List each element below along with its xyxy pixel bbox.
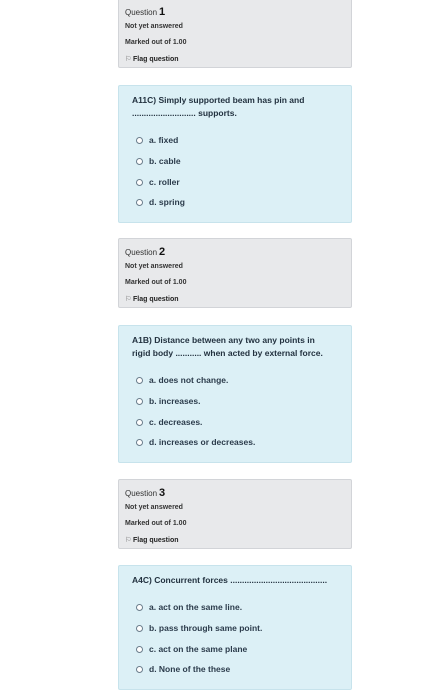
flag-icon: ⚐: [125, 56, 132, 63]
question-marks: Marked out of 1.00: [125, 39, 187, 46]
option-a[interactable]: a. does not change.: [136, 375, 228, 385]
radio-unchecked-icon[interactable]: [136, 398, 143, 405]
radio-unchecked-icon[interactable]: [136, 179, 143, 186]
flag-question-button[interactable]: ⚐ Flag question: [125, 296, 179, 303]
radio-unchecked-icon[interactable]: [136, 604, 143, 611]
question-status: Not yet answered: [125, 504, 183, 511]
option-d[interactable]: d. spring: [136, 197, 185, 207]
question-number: 3: [159, 487, 166, 499]
option-c[interactable]: c. decreases.: [136, 417, 202, 427]
question-status: Not yet answered: [125, 23, 183, 30]
option-b[interactable]: b. pass through same point.: [136, 623, 262, 633]
question-status: Not yet answered: [125, 263, 183, 270]
question-1-info: [118, 0, 352, 68]
question-label: Question 2: [125, 246, 166, 258]
radio-unchecked-icon[interactable]: [136, 439, 143, 446]
option-c[interactable]: c. act on the same plane: [136, 644, 247, 654]
question-text: A4C) Concurrent forces .........................................: [132, 575, 328, 585]
question-3-content: [118, 565, 352, 690]
question-number: 1: [159, 6, 166, 18]
option-a[interactable]: a. act on the same line.: [136, 602, 242, 612]
question-3-info: [118, 479, 352, 549]
question-text: A1B) Distance between any two any points in rigid body ........... when acted by external force.: [132, 335, 323, 358]
option-c[interactable]: c. roller: [136, 177, 180, 187]
flag-question-button[interactable]: ⚐ Flag question: [125, 537, 179, 544]
question-label: Question 1: [125, 6, 166, 18]
radio-unchecked-icon[interactable]: [136, 419, 143, 426]
option-d[interactable]: d. None of the these: [136, 664, 230, 674]
option-a[interactable]: a. fixed: [136, 135, 178, 145]
radio-unchecked-icon[interactable]: [136, 646, 143, 653]
question-2-info: [118, 238, 352, 308]
question-text: A11C) Simply supported beam has pin and ........................... supports.: [132, 95, 305, 118]
option-d[interactable]: d. increases or decreases.: [136, 437, 255, 447]
option-b[interactable]: b. increases.: [136, 396, 201, 406]
flag-icon: ⚐: [125, 296, 132, 303]
question-label: Question 3: [125, 487, 166, 499]
question-marks: Marked out of 1.00: [125, 520, 187, 527]
question-1-content: [118, 85, 352, 223]
radio-unchecked-icon[interactable]: [136, 625, 143, 632]
radio-unchecked-icon[interactable]: [136, 137, 143, 144]
question-2-content: [118, 325, 352, 463]
option-b[interactable]: b. cable: [136, 156, 181, 166]
flag-icon: ⚐: [125, 537, 132, 544]
radio-unchecked-icon[interactable]: [136, 377, 143, 384]
flag-question-button[interactable]: ⚐ Flag question: [125, 56, 179, 63]
radio-unchecked-icon[interactable]: [136, 199, 143, 206]
question-marks: Marked out of 1.00: [125, 279, 187, 286]
radio-unchecked-icon[interactable]: [136, 666, 143, 673]
question-number: 2: [159, 246, 166, 258]
radio-unchecked-icon[interactable]: [136, 158, 143, 165]
